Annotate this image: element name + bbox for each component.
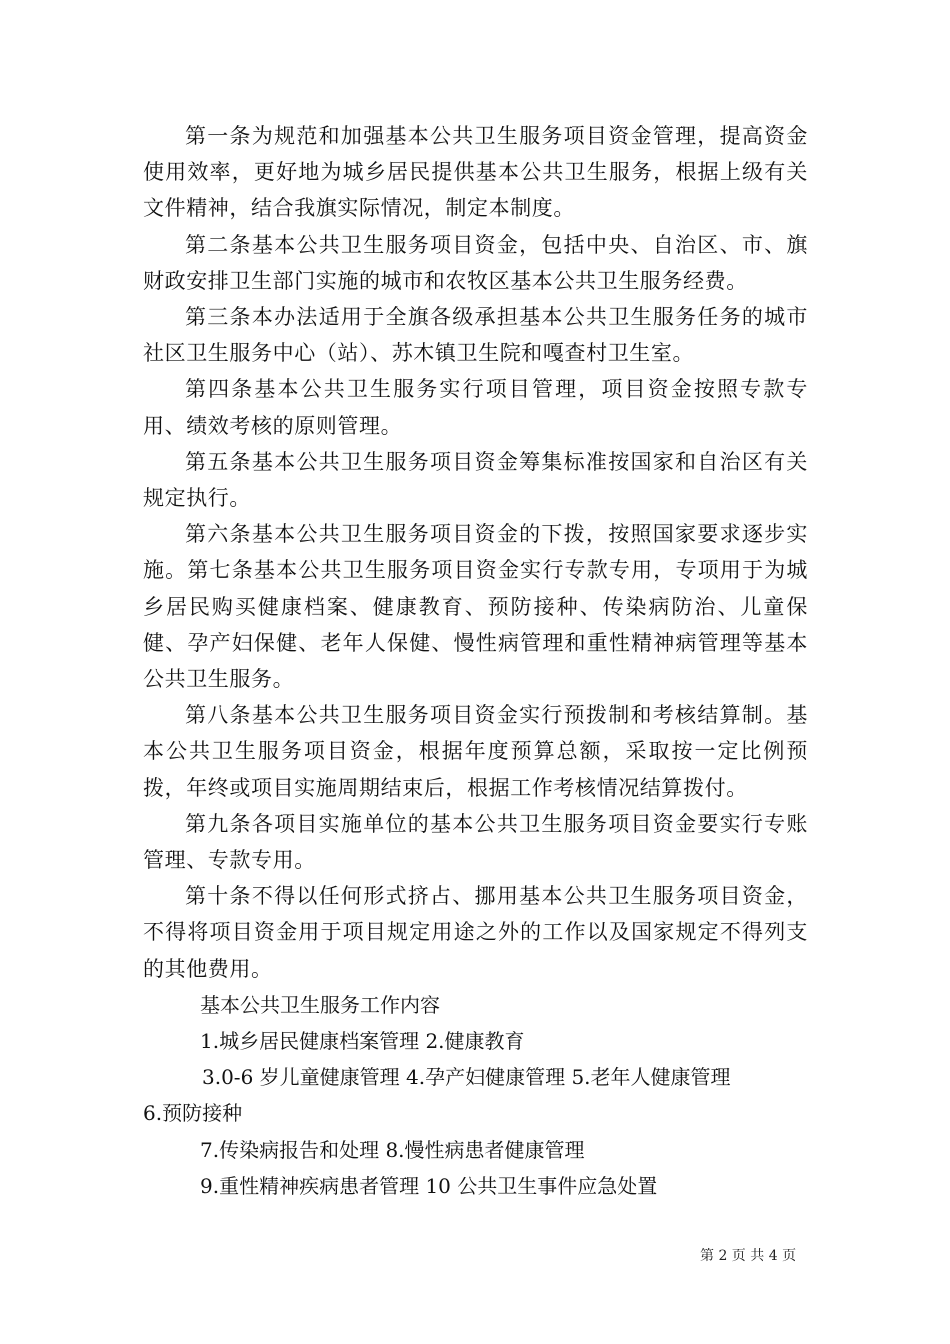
article-6-7: 第六条基本公共卫生服务项目资金的下拨，按照国家要求逐步实施。第七条基本公共卫生服务项目资金实行专款专用，专项用于为城乡居民购买健康档案、健康教育、预防接种、传染病防治、儿童保健、孕产妇保健、老年人保健、慢性病管理和重性精神病管理等基本公共卫生服务。 bbox=[143, 522, 808, 692]
article-1: 第一条为规范和加强基本公共卫生服务项目资金管理，提高资金使用效率，更好地为城乡居民提供基本公共卫生服务，根据上级有关文件精神，结合我旗实际情况，制定本制度。 bbox=[143, 124, 808, 221]
article-3: 第三条本办法适用于全旗各级承担基本公共卫生服务任务的城市社区卫生服务中心（站）、苏木镇卫生院和嘎查村卫生室。 bbox=[143, 305, 808, 366]
article-4: 第四条基本公共卫生服务实行项目管理，项目资金按照专款专用、绩效考核的原则管理。 bbox=[143, 377, 808, 438]
work-content-line-5: 9.重性精神疾病患者管理 10 公共卫生事件应急处置 bbox=[200, 1173, 658, 1198]
document-body bbox=[143, 118, 808, 1204]
work-content-line-4: 7.传染病报告和处理 8.慢性病患者健康管理 bbox=[200, 1137, 585, 1162]
article-10: 第十条不得以任何形式挤占、挪用基本公共卫生服务项目资金，不得将项目资金用于项目规定用途之外的工作以及国家规定不得列支的其他费用。 bbox=[143, 884, 808, 981]
work-content-heading: 基本公共卫生服务工作内容 bbox=[200, 992, 440, 1017]
article-2: 第二条基本公共卫生服务项目资金，包括中央、自治区、市、旗财政安排卫生部门实施的城市和农牧区基本公共卫生服务经费。 bbox=[143, 232, 808, 293]
article-8: 第八条基本公共卫生服务项目资金实行预拨制和考核结算制。基本公共卫生服务项目资金，根据年度预算总额，采取按一定比例预拨，年终或项目实施周期结束后，根据工作考核情况结算拨付。 bbox=[143, 703, 808, 800]
work-content-line-2: 3.0-6 岁儿童健康管理 4.孕产妇健康管理 5.老年人健康管理 bbox=[202, 1065, 731, 1090]
page-number: 第 2 页 共 4 页 bbox=[700, 1248, 797, 1264]
work-content-line-3: 6.预防接种 bbox=[143, 1101, 243, 1126]
article-5: 第五条基本公共卫生服务项目资金筹集标准按国家和自治区有关规定执行。 bbox=[143, 449, 808, 511]
article-9: 第九条各项目实施单位的基本公共卫生服务项目资金要实行专账管理、专款专用。 bbox=[143, 811, 808, 873]
work-content-line-1: 1.城乡居民健康档案管理 2.健康教育 bbox=[200, 1029, 525, 1054]
